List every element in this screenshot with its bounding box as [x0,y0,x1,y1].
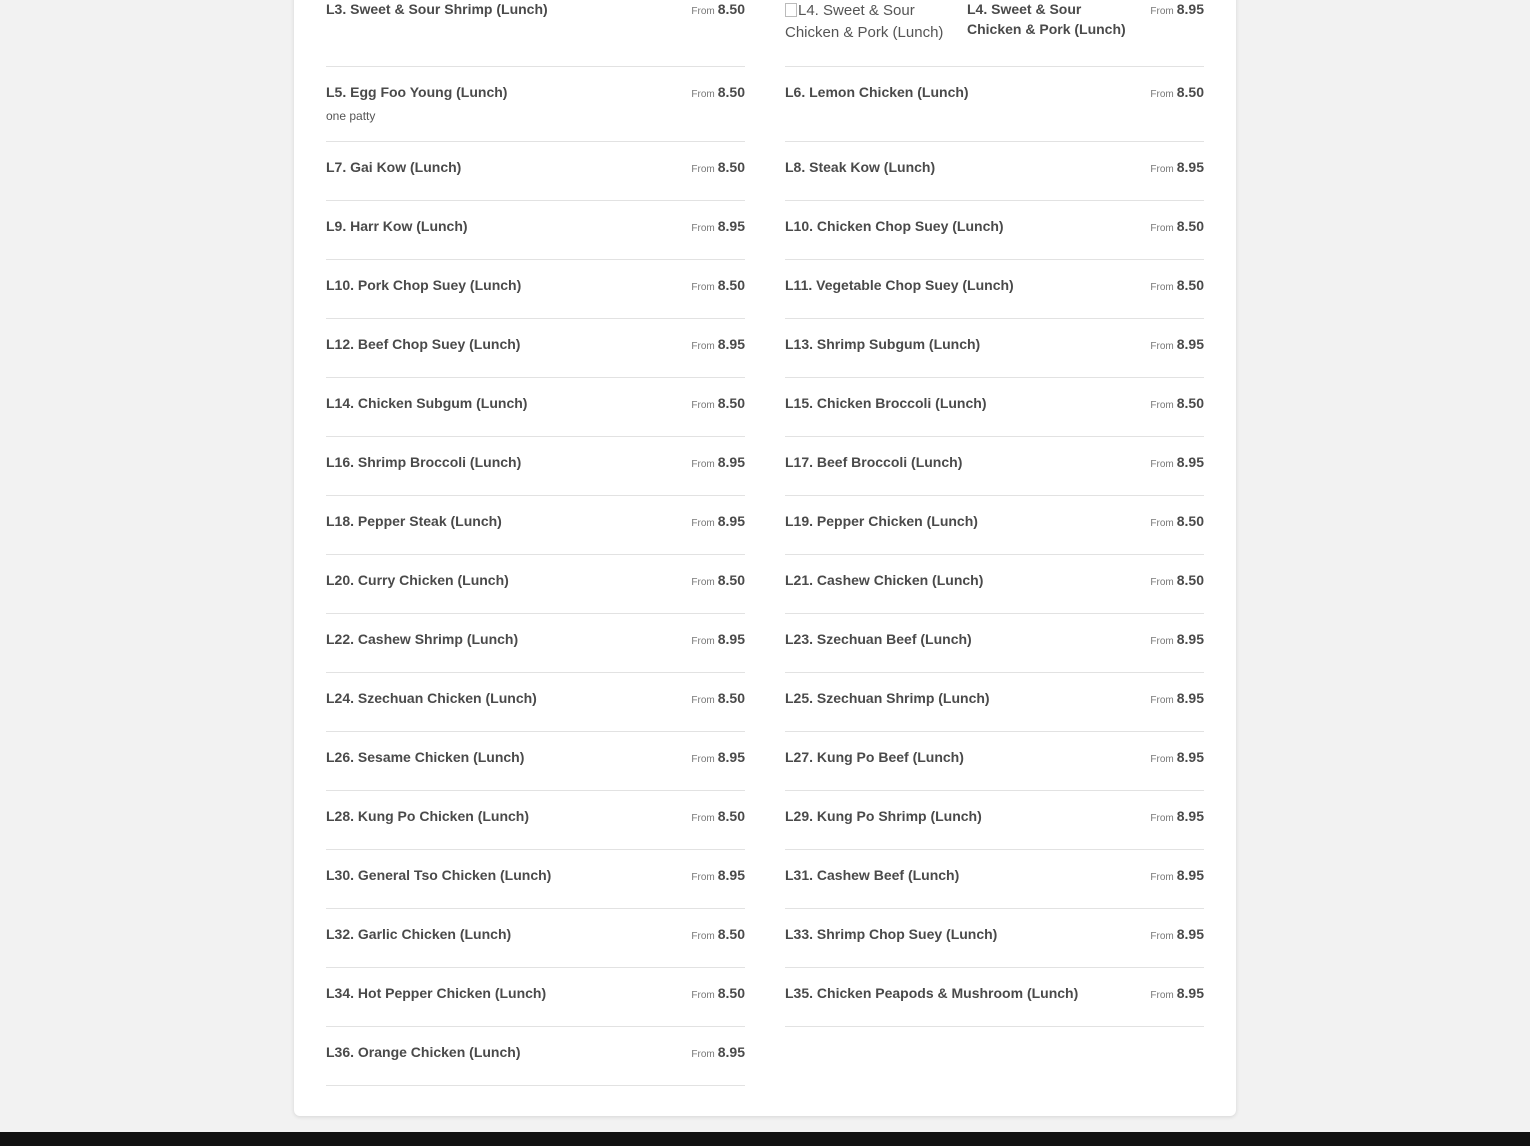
price-value: 8.50 [717,277,745,293]
menu-item-image[interactable] [785,0,953,44]
menu-item-name[interactable]: L35. Chicken Peapods & Mushroom (Lunch) [785,985,1079,1001]
price-from-label: From [1150,518,1174,529]
menu-item[interactable] [785,217,1204,260]
price-from-label: From [1150,931,1174,942]
price-from-label: From [1150,223,1174,234]
price-from-label: From [691,459,715,470]
menu-item[interactable] [326,276,745,319]
menu-item-name[interactable]: L8. Steak Kow (Lunch) [785,159,936,175]
menu-item-price [1150,453,1204,474]
menu-item-name[interactable]: L10. Chicken Chop Suey (Lunch) [785,218,1004,234]
menu-item[interactable] [785,512,1204,555]
menu-item-price [691,866,745,887]
price-value: 8.95 [1176,336,1204,352]
menu-item-price [691,984,745,1005]
price-value: 8.50 [1176,218,1204,234]
price-value: 8.95 [1176,1,1204,17]
menu-item[interactable] [326,984,745,1027]
price-from-label: From [691,282,715,293]
menu-item-name[interactable]: L10. Pork Chop Suey (Lunch) [326,277,522,293]
menu-item-name[interactable]: L3. Sweet & Sour Shrimp (Lunch) [326,1,548,17]
menu-item[interactable] [785,83,1204,142]
price-value: 8.50 [717,572,745,588]
menu-item[interactable] [785,748,1204,791]
menu-item[interactable] [785,807,1204,850]
menu-item-name[interactable]: L18. Pepper Steak (Lunch) [326,513,502,529]
price-from-label: From [691,813,715,824]
price-value: 8.50 [717,690,745,706]
price-from-label: From [1150,754,1174,765]
price-value: 8.50 [1176,395,1204,411]
menu-item-price [691,394,745,415]
price-from-label: From [1150,164,1174,175]
price-value: 8.50 [717,985,745,1001]
menu-item-price [1150,394,1204,415]
menu-item-name[interactable]: L19. Pepper Chicken (Lunch) [785,513,978,529]
price-from-label: From [691,577,715,588]
menu-item-name[interactable]: L30. General Tso Chicken (Lunch) [326,867,552,883]
price-value: 8.95 [717,336,745,352]
price-from-label: From [1150,872,1174,883]
price-value: 8.50 [1176,84,1204,100]
menu-item[interactable] [326,1043,745,1086]
menu-item-name[interactable]: L36. Orange Chicken (Lunch) [326,1044,521,1060]
price-value: 8.95 [1176,808,1204,824]
menu-item-price [691,571,745,592]
menu-item[interactable] [326,335,745,378]
menu-item[interactable] [326,689,745,732]
menu-item[interactable] [785,571,1204,614]
menu-item-name[interactable]: L32. Garlic Chicken (Lunch) [326,926,512,942]
menu-item-description: one patty [326,109,376,123]
menu-item-price [691,512,745,533]
menu-item-name[interactable]: L26. Sesame Chicken (Lunch) [326,749,525,765]
menu-item[interactable] [785,453,1204,496]
menu-item-price [691,0,745,21]
menu-item-name[interactable]: L33. Shrimp Chop Suey (Lunch) [785,926,998,942]
menu-item[interactable] [785,276,1204,319]
menu-item[interactable] [785,689,1204,732]
menu-item-name[interactable]: L28. Kung Po Chicken (Lunch) [326,808,530,824]
price-value: 8.95 [717,513,745,529]
price-from-label: From [691,754,715,765]
menu-item-image-alt: L4. Sweet & Sour Chicken & Pork (Lunch) [785,2,944,41]
menu-item-name[interactable]: L24. Szechuan Chicken (Lunch) [326,690,537,706]
menu-item[interactable] [326,0,745,67]
menu-item[interactable] [326,866,745,909]
menu-item-name[interactable]: L20. Curry Chicken (Lunch) [326,572,509,588]
price-value: 8.95 [1176,985,1204,1001]
price-from-label: From [691,990,715,1001]
price-value: 8.95 [1176,690,1204,706]
price-from-label: From [1150,341,1174,352]
menu-item-name[interactable]: L31. Cashew Beef (Lunch) [785,867,960,883]
price-from-label: From [1150,695,1174,706]
price-from-label: From [1150,813,1174,824]
price-value: 8.95 [717,867,745,883]
price-value: 8.95 [1176,926,1204,942]
price-from-label: From [691,89,715,100]
price-value: 8.95 [717,454,745,470]
price-from-label: From [691,518,715,529]
menu-item[interactable] [785,866,1204,909]
price-from-label: From [691,400,715,411]
menu-item[interactable] [326,453,745,496]
price-value: 8.50 [717,1,745,17]
menu-item[interactable] [785,0,1204,67]
price-value: 8.95 [717,749,745,765]
menu-item[interactable] [326,158,745,201]
price-value: 8.50 [1176,277,1204,293]
price-from-label: From [1150,636,1174,647]
menu-item-price [1150,0,1204,21]
menu-item[interactable] [785,335,1204,378]
menu-item[interactable] [326,394,745,437]
price-from-label: From [1150,459,1174,470]
menu-item-price [691,925,745,946]
price-value: 8.95 [1176,749,1204,765]
menu-item-name[interactable]: L17. Beef Broccoli (Lunch) [785,454,963,470]
menu-item-name[interactable]: L16. Shrimp Broccoli (Lunch) [326,454,522,470]
menu-item-name[interactable]: L14. Chicken Subgum (Lunch) [326,395,528,411]
menu-item-name[interactable]: L29. Kung Po Shrimp (Lunch) [785,808,982,824]
menu-item-price [691,335,745,356]
menu-item[interactable] [326,630,745,673]
menu-item-name[interactable]: L34. Hot Pepper Chicken (Lunch) [326,985,547,1001]
price-value: 8.95 [717,631,745,647]
menu-item-name[interactable]: L23. Szechuan Beef (Lunch) [785,631,972,647]
price-from-label: From [691,695,715,706]
price-from-label: From [1150,89,1174,100]
menu-item-price [691,276,745,297]
price-value: 8.50 [717,808,745,824]
menu-item[interactable] [785,158,1204,201]
menu-item-name[interactable]: L25. Szechuan Shrimp (Lunch) [785,690,990,706]
price-value: 8.50 [1176,513,1204,529]
menu-item-name[interactable]: L13. Shrimp Subgum (Lunch) [785,336,981,352]
menu-item-name[interactable]: L5. Egg Foo Young (Lunch) [326,84,508,100]
price-from-label: From [1150,400,1174,411]
price-value: 8.50 [717,926,745,942]
menu-item-name[interactable]: L4. Sweet & Sour Chicken & Pork (Lunch) [967,1,1126,37]
menu-item-price [691,807,745,828]
menu-item[interactable] [326,807,745,850]
menu-item-price [1150,217,1204,238]
menu-item-price [1150,866,1204,887]
price-value: 8.95 [1176,631,1204,647]
menu-item-price [1150,630,1204,651]
price-from-label: From [691,872,715,883]
price-from-label: From [691,341,715,352]
menu-item-price [1150,925,1204,946]
menu-item-price [1150,158,1204,179]
menu-item-price [1150,807,1204,828]
price-from-label: From [691,223,715,234]
menu-item-name[interactable]: L7. Gai Kow (Lunch) [326,159,462,175]
price-from-label: From [1150,990,1174,1001]
price-value: 8.95 [1176,159,1204,175]
menu-item-name[interactable]: L11. Vegetable Chop Suey (Lunch) [785,277,1014,293]
price-value: 8.50 [717,84,745,100]
price-from-label: From [1150,6,1174,17]
menu-item[interactable] [785,394,1204,437]
price-from-label: From [691,1049,715,1060]
price-from-label: From [691,636,715,647]
menu-item[interactable] [326,925,745,968]
menu-item-price [1150,571,1204,592]
menu-item[interactable] [785,630,1204,673]
price-from-label: From [1150,282,1174,293]
menu-item-price [1150,276,1204,297]
menu-item-price [1150,512,1204,533]
price-value: 8.95 [717,218,745,234]
menu-item-price [1150,689,1204,710]
menu-item-price [691,748,745,769]
price-from-label: From [691,931,715,942]
menu-item-price [691,217,745,238]
menu-item-price [691,83,745,104]
menu-item-name[interactable]: L22. Cashew Shrimp (Lunch) [326,631,519,647]
menu-item[interactable] [785,925,1204,968]
menu-item[interactable] [326,748,745,791]
menu-item-price [691,630,745,651]
menu-item-price [691,158,745,179]
menu-item-price [691,453,745,474]
menu-item-name[interactable]: L12. Beef Chop Suey (Lunch) [326,336,521,352]
price-value: 8.95 [717,1044,745,1060]
footer-bar [0,1132,1530,1146]
menu-item[interactable] [326,571,745,614]
menu-item[interactable] [326,83,745,142]
menu-item-name[interactable]: L27. Kung Po Beef (Lunch) [785,749,964,765]
menu-item[interactable] [785,984,1204,1027]
price-from-label: From [691,6,715,17]
menu-item-price [1150,748,1204,769]
menu-item-name[interactable]: L9. Harr Kow (Lunch) [326,218,468,234]
menu-item[interactable] [326,512,745,555]
menu-item-name[interactable]: L15. Chicken Broccoli (Lunch) [785,395,987,411]
menu-item-price [691,689,745,710]
menu-item-price [1150,83,1204,104]
menu-item-price [691,1043,745,1064]
price-from-label: From [691,164,715,175]
price-value: 8.50 [717,159,745,175]
price-value: 8.50 [717,395,745,411]
menu-item-name[interactable]: L21. Cashew Chicken (Lunch) [785,572,984,588]
menu-item-price [1150,984,1204,1005]
price-value: 8.95 [1176,454,1204,470]
price-from-label: From [1150,577,1174,588]
menu-item[interactable] [326,217,745,260]
menu-item-price [1150,335,1204,356]
menu-item-name[interactable]: L6. Lemon Chicken (Lunch) [785,84,969,100]
price-value: 8.95 [1176,867,1204,883]
price-value: 8.50 [1176,572,1204,588]
broken-image-icon [785,3,797,17]
